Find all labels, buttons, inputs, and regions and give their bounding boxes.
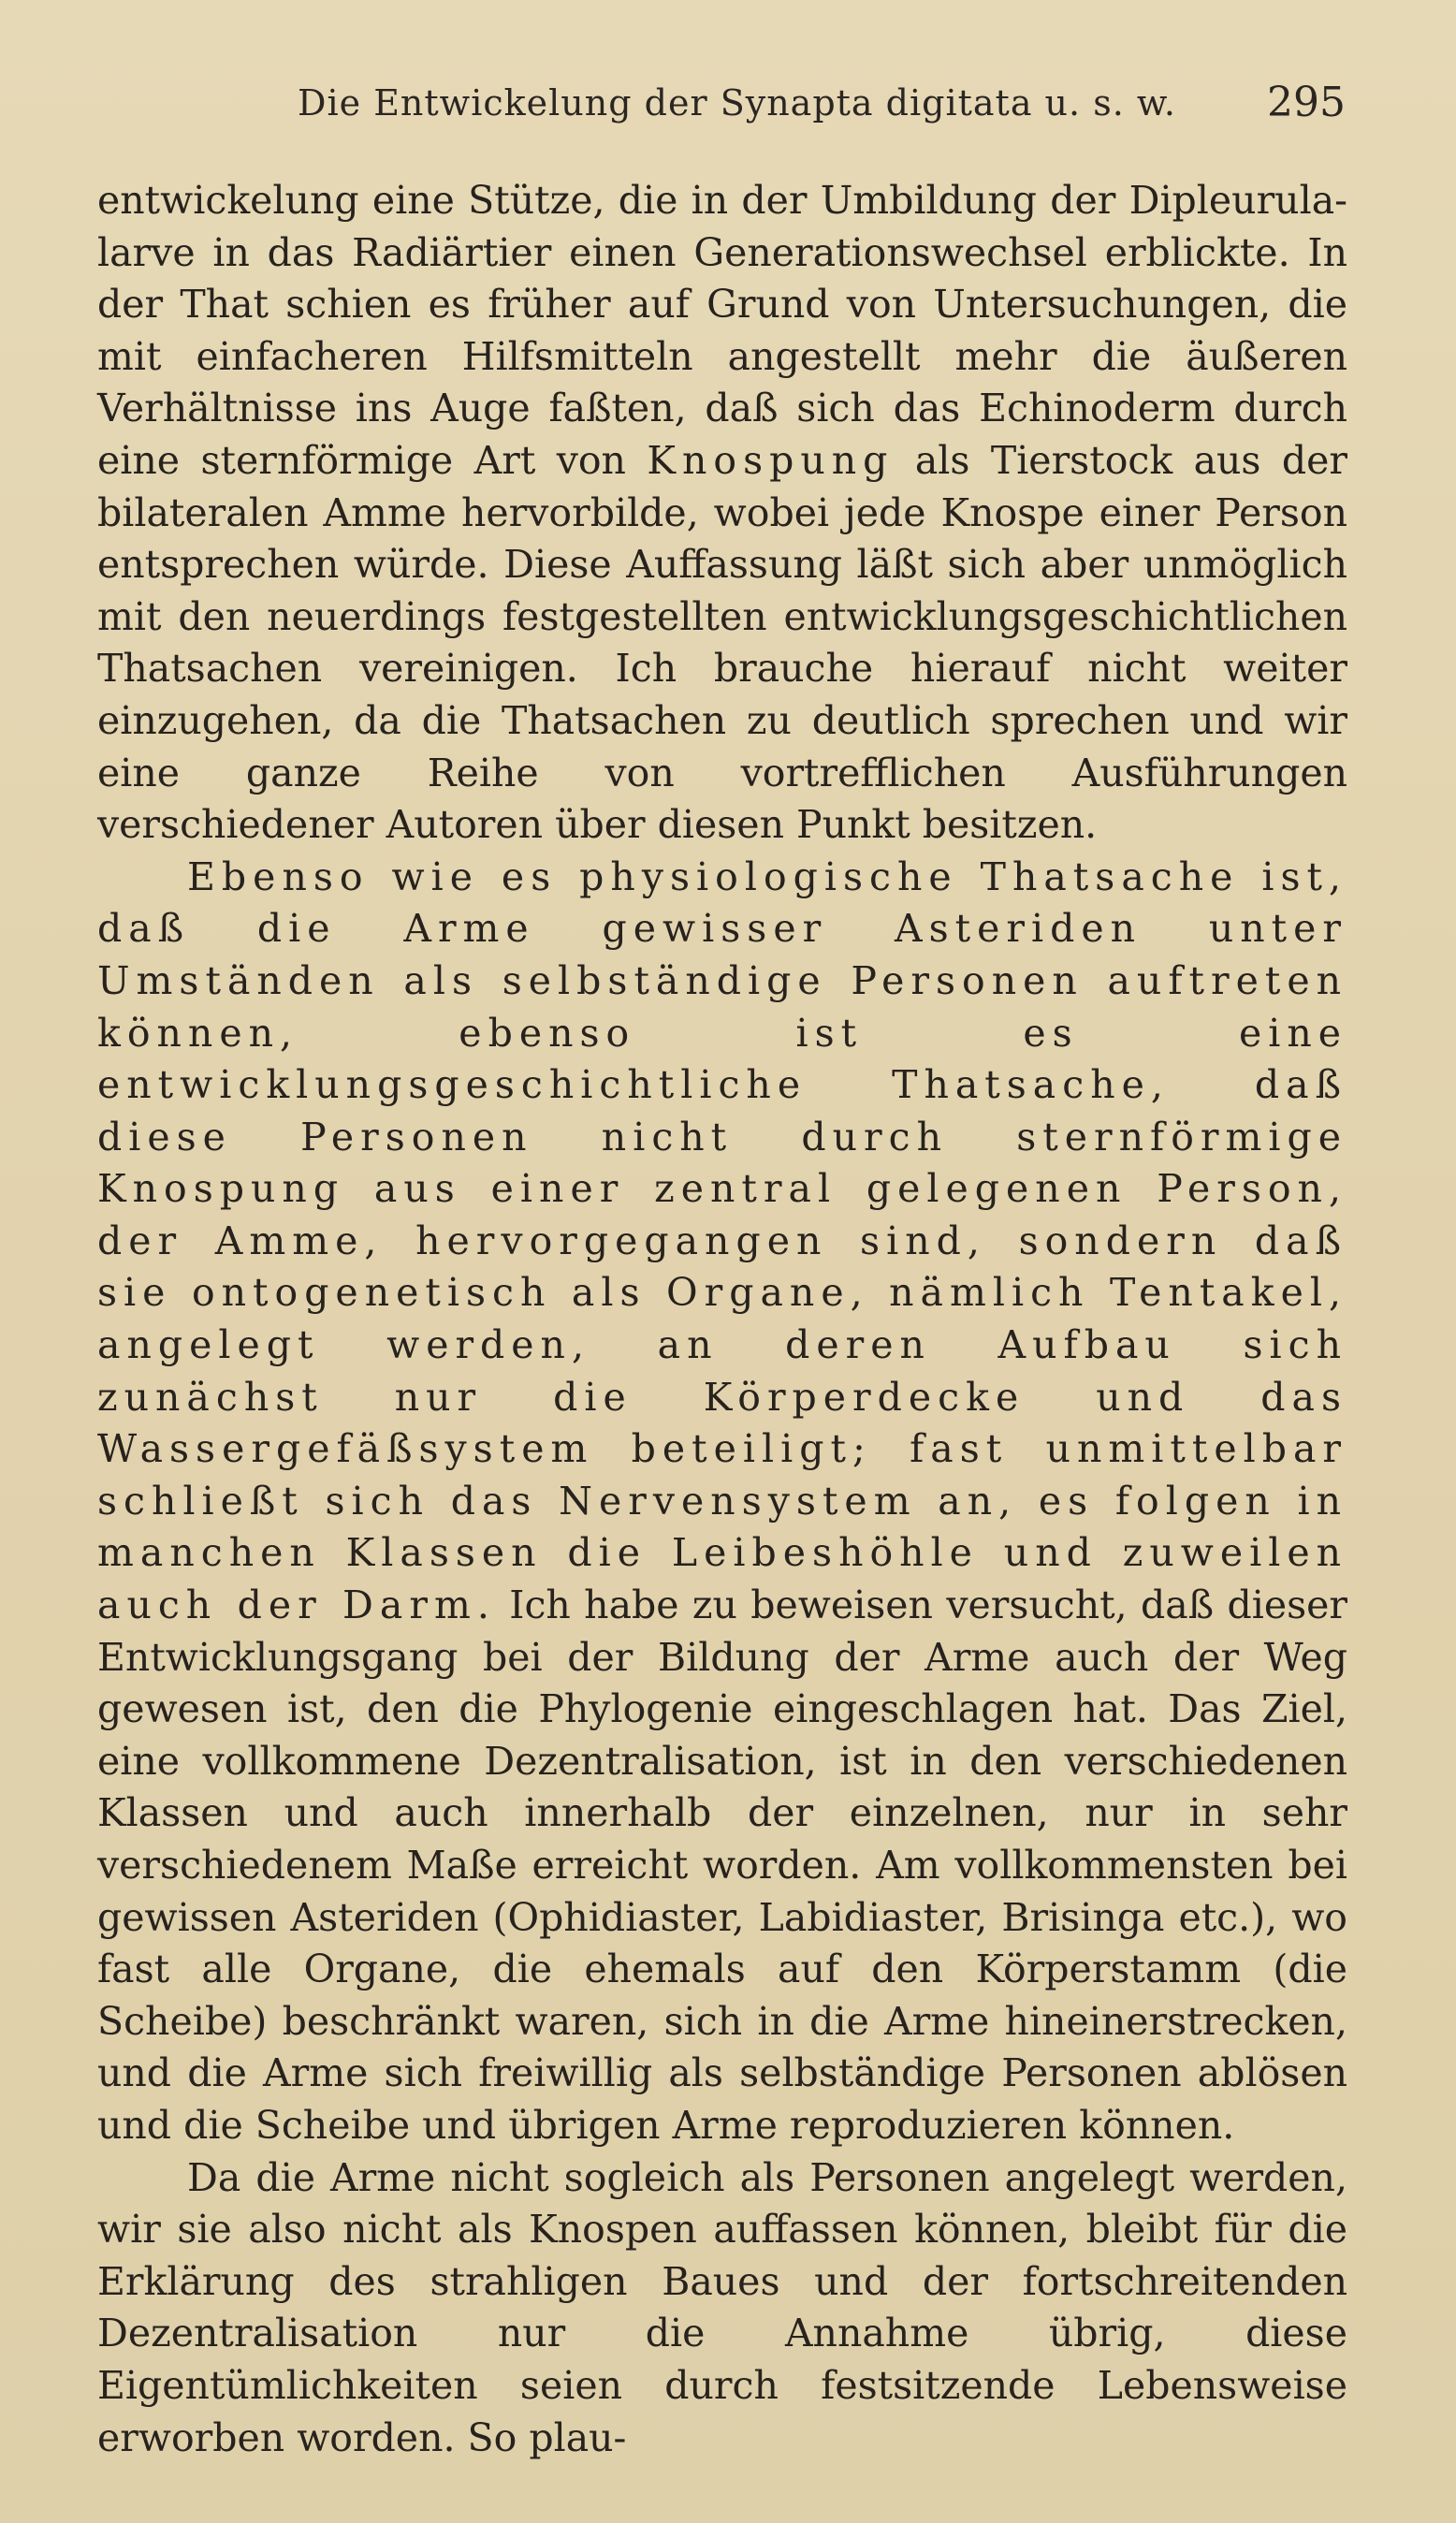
emphasized-text-segment: Knospung (647, 437, 895, 483)
text-segment: Da die Arme nicht sogleich als Personen angelegt werden, wir sie also nicht als Knospen auffassen können, bleibt für die Erklärung des strahligen Baues und der fortschreitenden Dezentralisation nur die Annahme übrig, diese Eigentümlichkeiten seien durch festsitzende Lebensweise erworben worden. So plau- (97, 2154, 1347, 2460)
emphasized-text-segment: Ebenso wie es physiologische Thatsache ist, daß die Arme gewisser Asteriden unter Umständen als selbständige Personen auftreten können, ebenso ist es eine entwicklungsgeschichtliche Thatsache, daß diese Personen nicht durch sternförmige Knospung aus einer zentral gelegenen Person, der Amme, hervorgegangen sind, sondern daß sie ontogenetisch als Organe, nämlich Tentakel, angelegt werden, an deren Aufbau sich zunächst nur die Körperdecke und das Wassergefäßsystem beteiligt; fast unmittelbar schließt sich das Nervensystem an, es folgen in manchen Klassen die Leibeshöhle und zuweilen auch der Darm. (97, 853, 1347, 1628)
paragraph-3 (97, 2152, 1347, 2465)
body-text (97, 175, 1347, 2464)
running-title: Die Entwickelung der Synapta digitata u. s. w. (298, 82, 1176, 124)
page-header (298, 79, 1346, 139)
paragraph-2 (97, 852, 1347, 2152)
paragraph-1 (97, 175, 1347, 852)
page-number: 295 (1267, 79, 1346, 126)
text-segment: entwickelung eine Stütze, die in der Umbildung der Dipleurula-larve in das Radiärtier einen Generationswechsel erblickte. In der That schien es früher auf Grund von Untersuchungen, die mit einfacheren Hilfsmitteln angestellt mehr die äußeren Verhältnisse ins Auge faßten, daß sich das Echinoderm durch eine sternförmige Art von (97, 178, 1347, 483)
text-segment: als Tierstock aus der bilateralen Amme hervorbilde, wobei jede Knospe einer Person entsprechen würde. Diese Auffassung läßt sich aber unmöglich mit den neuerdings festgestellten entwicklungsgeschichtlichen Thatsachen vereinigen. Ich brauche hierauf nicht weiter einzugehen, da die Thatsachen zu deutlich sprechen und wir eine ganze Reihe von vortrefflichen Ausführungen verschiedener Autoren über diesen Punkt besitzen. (97, 437, 1347, 848)
text-segment: Ich habe zu beweisen versucht, daß dieser Entwicklungsgang bei der Bildung der Arme auch der Weg gewesen ist, den die Phylogenie eingeschlagen hat. Das Ziel, eine vollkommene Dezentralisation, ist in den verschiedenen Klassen und auch innerhalb der einzelnen, nur in sehr verschiedenem Maße erreicht worden. Am vollkommensten bei gewissen Asteriden (Ophidiaster, Labidiaster, Brisinga etc.), wo fast alle Organe, die ehemals auf den Körperstamm (die Scheibe) beschränkt waren, sich in die Arme hineinerstrecken, und die Arme sich freiwillig als selbständige Personen ablösen und die Scheibe und übrigen Arme reproduzieren können. (97, 1582, 1347, 2148)
